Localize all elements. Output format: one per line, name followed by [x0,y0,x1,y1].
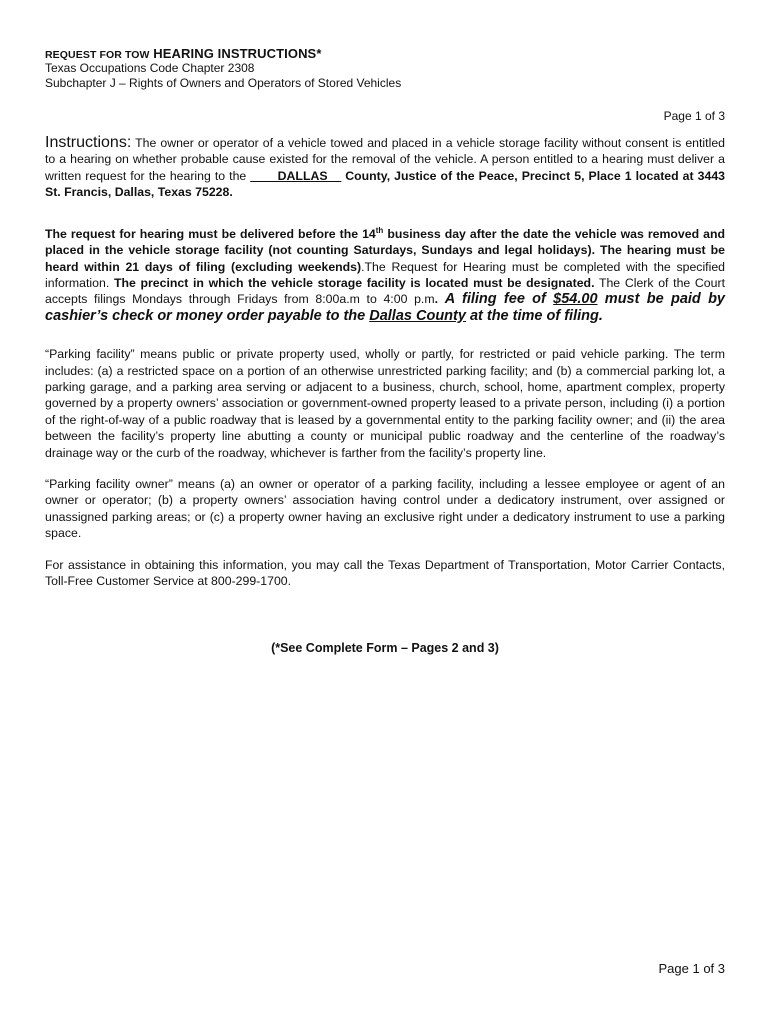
code-reference: Texas Occupations Code Chapter 2308 [45,61,255,75]
title-rest: HEARING INSTRUCTIONS* [149,46,322,61]
precinct-note: The precinct in which the vehicle storage facility is located must be designated. [113,275,595,290]
completion-note: .The Request for Hearing must be completed with the specified information. [45,259,726,290]
instructions-text: The owner or operator of a vehicle towed and placed in a vehicle storage facility without consent is entitled to a hearing on whether probable cause existed for the removal of the vehicle. A person entitled to a hearing must deliver a written request for the hearing to the [45,136,725,183]
payee-name: Dallas County [369,307,466,324]
page-number-bottom: Page 1 of 3 [658,961,725,976]
ordinal-suffix: th [375,225,384,235]
instructions-label: Instructions: [45,134,132,151]
hearing-deadline: . The hearing must be heard within 21 days of filing (excluding weekends) [45,243,725,274]
fee-text: A filing fee of [438,291,554,308]
parking-facility-definition: “Parking facility” means public or private property used, wholly or partly, for restricted or paid vehicle parking. The term includes: (a) a restricted space on a portion of an otherwise unrestricted parking facility; and (b) a commercial parking lot, a parking garage, and a parking area serving or adjacent to a business, church, school, home, apartment complex, property governed by a property owners’ association or government-owned property leased to a private person, including (i) a portion of the right-of-way of a public roadway that is leased by a governmental entity to the parking facility owner; and (ii) the area between the facility’s property line abutting a county or municipal public roadway and the centerline of the roadway’s drainage way or the curb of the roadway, whichever is farther from the facility’s property line. [45,347,725,460]
fee-text-cont: must be paid by cashier’s check or money order payable to the [45,291,725,324]
clerk-hours-end: . [434,292,439,307]
instructions-paragraph [45,135,725,201]
subchapter-reference: Subchapter J – Rights of Owners and Operators of Stored Vehicles [45,76,402,90]
assistance-paragraph: For assistance in obtaining this information, you may call the Texas Department of Transportation, Motor Carrier Contacts, Toll-Free Customer Service at 800-299-1700. [45,557,725,589]
document-page [45,46,725,655]
county-name: ____DALLAS__ [250,168,342,183]
see-complete-form-note: (*See Complete Form – Pages 2 and 3) [271,641,499,656]
deadline-text: The request for hearing must be delivered before the 14 [45,226,376,241]
title-prefix: REQUEST FOR TOW [45,49,150,61]
court-address: County, Justice of the Peace, Precinct 5, Place 1 located at 3443 St. Francis, Dallas, Texas 75228. [45,168,726,200]
request-paragraph [45,223,725,325]
fee-amount: $54.00 [553,291,598,308]
fee-text-end: at the time of filing. [465,307,603,324]
deadline-text-cont: business day after the date the vehicle was removed and placed in the vehicle storage facility (not counting Saturdays, Sundays and legal holidays) [45,226,725,258]
document-title [45,46,725,61]
clerk-hours: The Clerk of the Court accepts filings Mondays through Fridays from 8:00a.m to 4:00 p.m [45,275,725,307]
parking-owner-definition: “Parking facility owner” means (a) an owner or operator of a parking facility, including a lessee employee or agent of an owner or operator; (b) a property owners’ association having control under a dedicatory instrument, over assigned or unassigned parking areas; or (c) a property owner having an exclusive right under a dedicatory instrument to use a parking space. [45,477,725,541]
page-number-top: Page 1 of 3 [663,109,725,123]
